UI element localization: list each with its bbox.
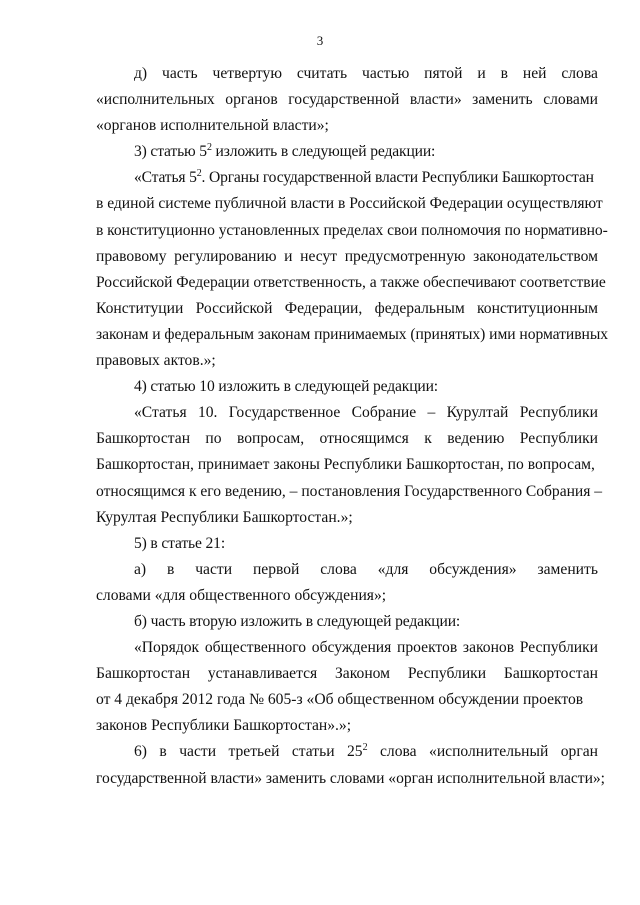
word: правовому xyxy=(96,247,167,265)
word: «исполнительных xyxy=(96,91,215,109)
word: в xyxy=(500,65,508,82)
word: Конституции xyxy=(96,299,184,317)
text-line: в единой системе публичной власти в Российской Федерации осуществляют xyxy=(96,195,603,213)
word: «Порядок xyxy=(134,639,200,657)
word: общественного xyxy=(204,639,307,657)
word: обсуждения» xyxy=(429,560,517,578)
word: проектов xyxy=(397,639,458,657)
word: часть xyxy=(162,65,198,82)
superscript: 2 xyxy=(362,742,368,754)
word: устанавливается xyxy=(207,665,318,683)
word: орган xyxy=(560,743,598,761)
text-line: Российской Федерации ответственность, а также обеспечивают соответствие xyxy=(96,273,606,291)
word: и xyxy=(284,247,293,265)
text-segment: 3) статью 5 xyxy=(134,143,207,161)
text-line: государственной власти» заменить словами «орган исполнительной власти»; xyxy=(96,769,605,787)
text-line: от 4 декабря 2012 года № 605-з «Об общественном обсуждении проектов xyxy=(96,691,584,709)
text-line xyxy=(96,426,598,452)
word: слова xyxy=(380,743,417,761)
text-line xyxy=(96,635,598,661)
text-segment: «Статья 5 xyxy=(134,169,197,187)
superscript: 2 xyxy=(206,142,212,154)
text-line: в конституционно установленных пределах свои полномочия по нормативно- xyxy=(96,221,608,239)
word: Законом xyxy=(335,665,391,683)
word: по xyxy=(205,430,222,448)
text-line xyxy=(96,661,598,687)
word: законов xyxy=(462,639,515,657)
word: «Статья xyxy=(134,404,187,422)
word: Федерации, xyxy=(284,299,363,317)
text-line: 5) в статье 21: xyxy=(134,534,225,552)
text-line: б) часть вторую изложить в следующей редакции: xyxy=(134,612,461,630)
word: и xyxy=(477,65,486,82)
text-line xyxy=(96,244,598,270)
word: ведению xyxy=(447,430,505,448)
word: Государственное xyxy=(228,404,341,422)
text-line xyxy=(96,400,598,426)
word: федеральным xyxy=(374,299,465,317)
word: третьей xyxy=(228,743,280,761)
word: к xyxy=(424,430,432,448)
word: в xyxy=(166,560,175,578)
text-line xyxy=(96,139,598,165)
word: первой xyxy=(252,560,300,578)
text-line: «органов исполнительной власти»; xyxy=(96,117,329,135)
word: заменить xyxy=(537,560,598,578)
word: обсуждения xyxy=(311,639,392,657)
text-line xyxy=(96,557,598,583)
text-line: Курултая Республики Башкортостан.»; xyxy=(96,508,353,526)
word: вопросам, xyxy=(236,430,305,448)
text-line xyxy=(96,61,598,87)
word: законодательством xyxy=(473,247,598,265)
word: Собрание xyxy=(351,404,417,422)
word: статьи xyxy=(291,743,335,761)
word: Башкортостан xyxy=(503,665,598,683)
word: регулированию xyxy=(174,247,277,265)
word: Республики xyxy=(519,404,598,422)
word: несут xyxy=(300,247,338,265)
word: предусмотренную xyxy=(344,247,466,265)
word: «исполнительный xyxy=(429,743,549,761)
word: Республики xyxy=(519,639,598,657)
word: слова xyxy=(320,560,357,578)
word: Курултай xyxy=(446,404,509,422)
page-number: 3 xyxy=(316,33,324,48)
word: конституционным xyxy=(477,299,598,317)
text-line xyxy=(96,296,598,322)
word: власти» xyxy=(409,91,462,109)
word: относящимся xyxy=(319,430,409,448)
word: государственной xyxy=(288,91,400,109)
word: Республики xyxy=(407,665,487,683)
text-line: правовых актов.»; xyxy=(96,352,216,370)
word: частью xyxy=(362,65,410,82)
text-line: Башкортостан, принимает законы Республики Башкортостан, по вопросам, xyxy=(96,456,595,474)
word: $25^2$ xyxy=(346,742,368,761)
word: считать xyxy=(296,65,348,82)
word: Башкортостан xyxy=(96,430,191,448)
text-line: законам и федеральным законам принимаемых (принятых) ими нормативных xyxy=(96,325,608,343)
text-line xyxy=(96,87,598,113)
text-line: 4) статью 10 изложить в следующей редакции: xyxy=(134,378,438,396)
word: 6) xyxy=(134,743,147,761)
word: слова xyxy=(561,65,598,82)
word: 10. xyxy=(197,404,218,422)
word: части xyxy=(195,560,233,578)
word: органов xyxy=(225,91,278,109)
text-segment: изложить в следующей редакции: xyxy=(211,143,436,161)
text-line: законов Республики Башкортостан».»; xyxy=(96,717,352,735)
word: Башкортостан xyxy=(96,665,191,683)
text-line: словами «для общественного обсуждения»; xyxy=(96,586,387,604)
word: «для xyxy=(377,560,409,578)
word: Республики xyxy=(519,430,598,448)
superscript: 2 xyxy=(196,168,202,180)
word: четвертую xyxy=(212,65,282,82)
text-line: относящимся к его ведению, – постановления Государственного Собрания – xyxy=(96,482,603,500)
word: – xyxy=(427,404,436,422)
word: Российской xyxy=(195,299,273,317)
word: а) xyxy=(134,560,147,578)
text-line xyxy=(96,165,598,191)
document-body xyxy=(96,61,608,792)
word: части xyxy=(179,743,217,761)
word: в xyxy=(159,743,167,761)
word: заменить xyxy=(472,91,533,109)
text-line xyxy=(96,739,598,765)
word: ней xyxy=(522,65,547,82)
word: пятой xyxy=(424,65,463,82)
word: словами xyxy=(543,91,598,109)
text-segment: . Органы государственной власти Республики Башкортостан xyxy=(201,169,594,187)
word: д) xyxy=(134,65,148,82)
